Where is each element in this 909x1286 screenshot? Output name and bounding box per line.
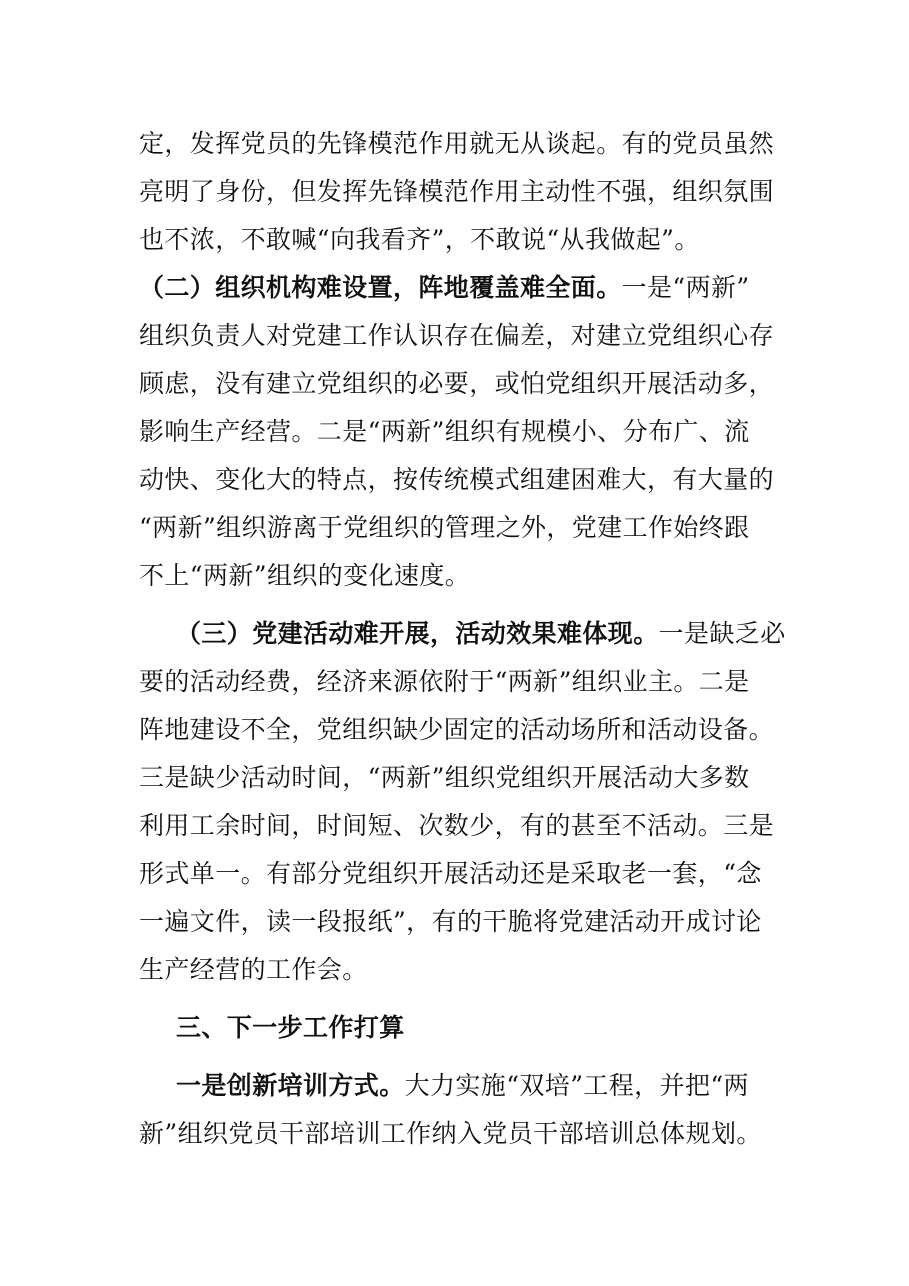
text-line [139,854,779,894]
text-line [139,460,779,500]
section-heading-two: （二）组织机构难设置，阵地覆盖难全面。 [139,273,622,302]
text-line [139,556,779,596]
line-text: 顾虑，没有建立党组织的必要，或怕党组织开展活动多， [139,369,775,398]
text-line [139,758,779,798]
chapter-heading-line [176,1008,816,1048]
line-text: 要的活动经费，经济来源依附于“两新”组织业主。二是 [139,667,750,696]
chapter-heading-three: 三、下一步工作打算 [176,1013,405,1042]
line-text: 利用工余时间，时间短、次数少，有的甚至不活动。三是 [139,811,775,840]
line-text: 一遍文件，读一段报纸”，有的干脆将党建活动开成讨论 [139,907,762,936]
text-line [139,412,779,452]
text-line [139,806,779,846]
text-line [139,662,779,702]
line-text: 生产经营的工作会。 [139,955,368,984]
line-text: 动快、变化大的特点，按传统模式组建困难大，有大量的 [139,465,775,494]
line-text: 三是缺少活动时间，“两新”组织党组织开展活动大多数 [139,763,750,792]
text-line [139,316,779,356]
point-heading-line [176,1066,816,1106]
text-line [139,364,779,404]
text-line [139,220,779,260]
section-heading-line [176,614,816,654]
text-line [139,124,779,164]
line-text: 新”组织党员干部培训工作纳入党员干部培训总体规划。 [139,1119,762,1148]
text-line [139,172,779,212]
point-heading-one: 一是创新培训方式。 [176,1071,405,1100]
text-line [139,902,779,942]
line-text: 影响生产经营。二是“两新”组织有规模小、分布广、流 [139,417,750,446]
line-text: 大力实施“双培”工程，并把“两 [404,1071,749,1100]
line-text: 亮明了身份，但发挥先锋模范作用主动性不强，组织氛围 [139,177,775,206]
text-line [139,950,779,990]
line-text: 一是缺乏必 [658,619,786,648]
section-heading-line [139,268,779,308]
line-text: “两新”组织游离于党组织的管理之外，党建工作始终跟 [139,513,750,542]
line-text: 不上“两新”组织的变化速度。 [139,561,471,590]
line-text: 定，发挥党员的先锋模范作用就无从谈起。有的党员虽然 [139,129,775,158]
line-text: 一是“两新” [621,273,750,302]
section-heading-three: （三）党建活动难开展，活动效果难体现。 [176,619,659,648]
text-line [139,710,779,750]
line-text: 也不浓，不敢喊“向我看齐”，不敢说“从我做起”。 [139,225,700,254]
line-text: 形式单一。有部分党组织开展活动还是采取老一套，“念 [139,859,762,888]
line-text: 阵地建设不全，党组织缺少固定的活动场所和活动设备。 [139,715,775,744]
text-line [139,1114,779,1154]
line-text: 组织负责人对党建工作认识存在偏差，对建立党组织心存 [139,321,775,350]
text-line [139,508,779,548]
